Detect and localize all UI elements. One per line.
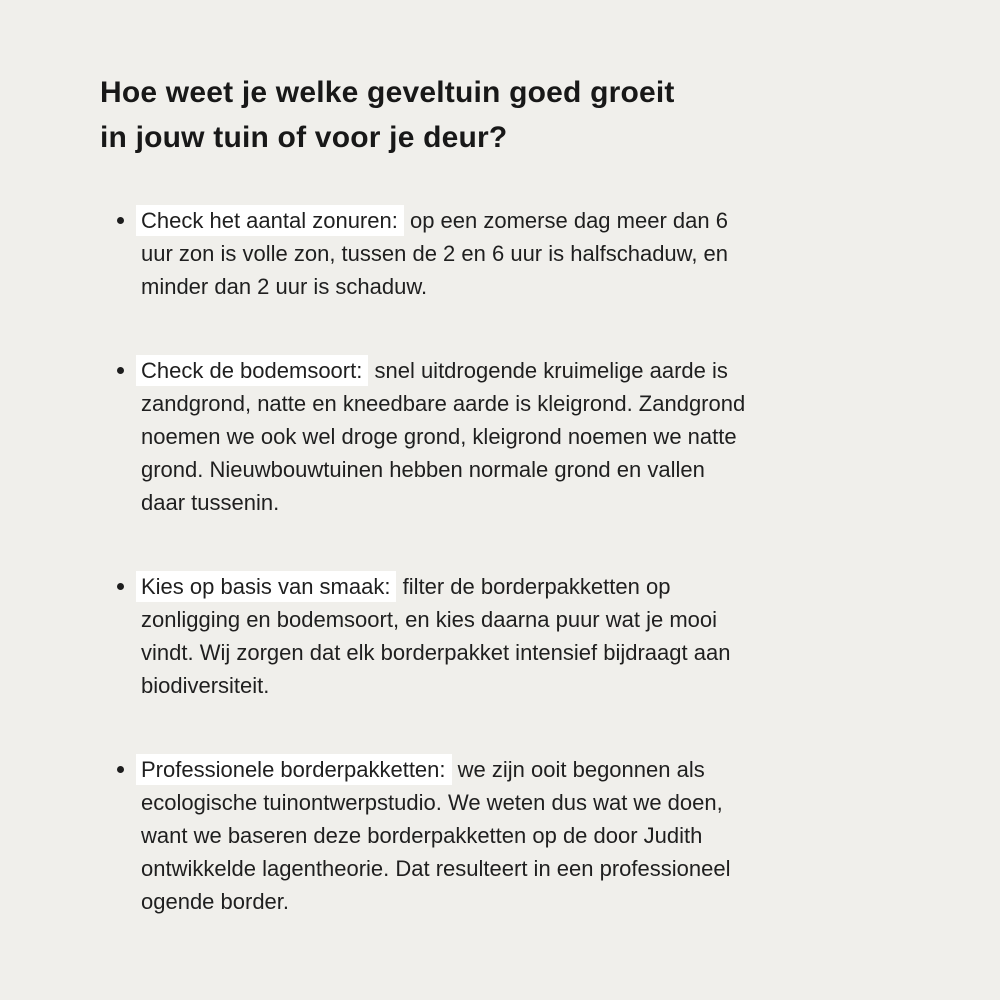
bullet-body: op een zomerse dag meer dan 6 uur zon is volle zon, tussen de 2 en 6 uur is halfschaduw, en minder dan 2 uur is schaduw. bbox=[141, 208, 729, 299]
list-item bbox=[100, 204, 748, 303]
list-item bbox=[100, 570, 748, 702]
bullet-lead: Check het aantal zonuren: bbox=[136, 205, 404, 236]
bullet-list bbox=[100, 204, 748, 918]
bullet-icon bbox=[117, 217, 124, 224]
bullet-lead: Professionele borderpakketten: bbox=[136, 754, 452, 785]
bullet-icon bbox=[117, 766, 124, 773]
bullet-body: we zijn ooit begonnen als ecologische tuinontwerpstudio. We weten dus wat we doen, want we baseren deze borderpakketten op de door Judith ontwikkelde lagentheorie. Dat resulteert in een professioneel ogende border. bbox=[141, 757, 731, 914]
bullet-body: snel uitdrogende kruimelige aarde is zandgrond, natte en kneedbare aarde is kleigrond. Zandgrond noemen we ook wel droge grond, kleigrond noemen we natte grond. Nieuwbouwtuinen hebben normale grond en vallen daar tussenin. bbox=[141, 358, 746, 515]
bullet-lead: Check de bodemsoort: bbox=[136, 355, 368, 386]
page-title: Hoe weet je welke geveltuin goed groeit in jouw tuin of voor je deur? bbox=[100, 76, 675, 154]
bullet-icon bbox=[117, 367, 124, 374]
bullet-lead: Kies op basis van smaak: bbox=[136, 571, 396, 602]
list-item bbox=[100, 753, 748, 918]
bullet-icon bbox=[117, 583, 124, 590]
list-item bbox=[100, 354, 748, 519]
bullet-body: filter de borderpakketten op zonligging en bodemsoort, en kies daarna puur wat je mooi vindt. Wij zorgen dat elk borderpakket intensief bijdraagt aan biodiversiteit. bbox=[141, 574, 731, 698]
